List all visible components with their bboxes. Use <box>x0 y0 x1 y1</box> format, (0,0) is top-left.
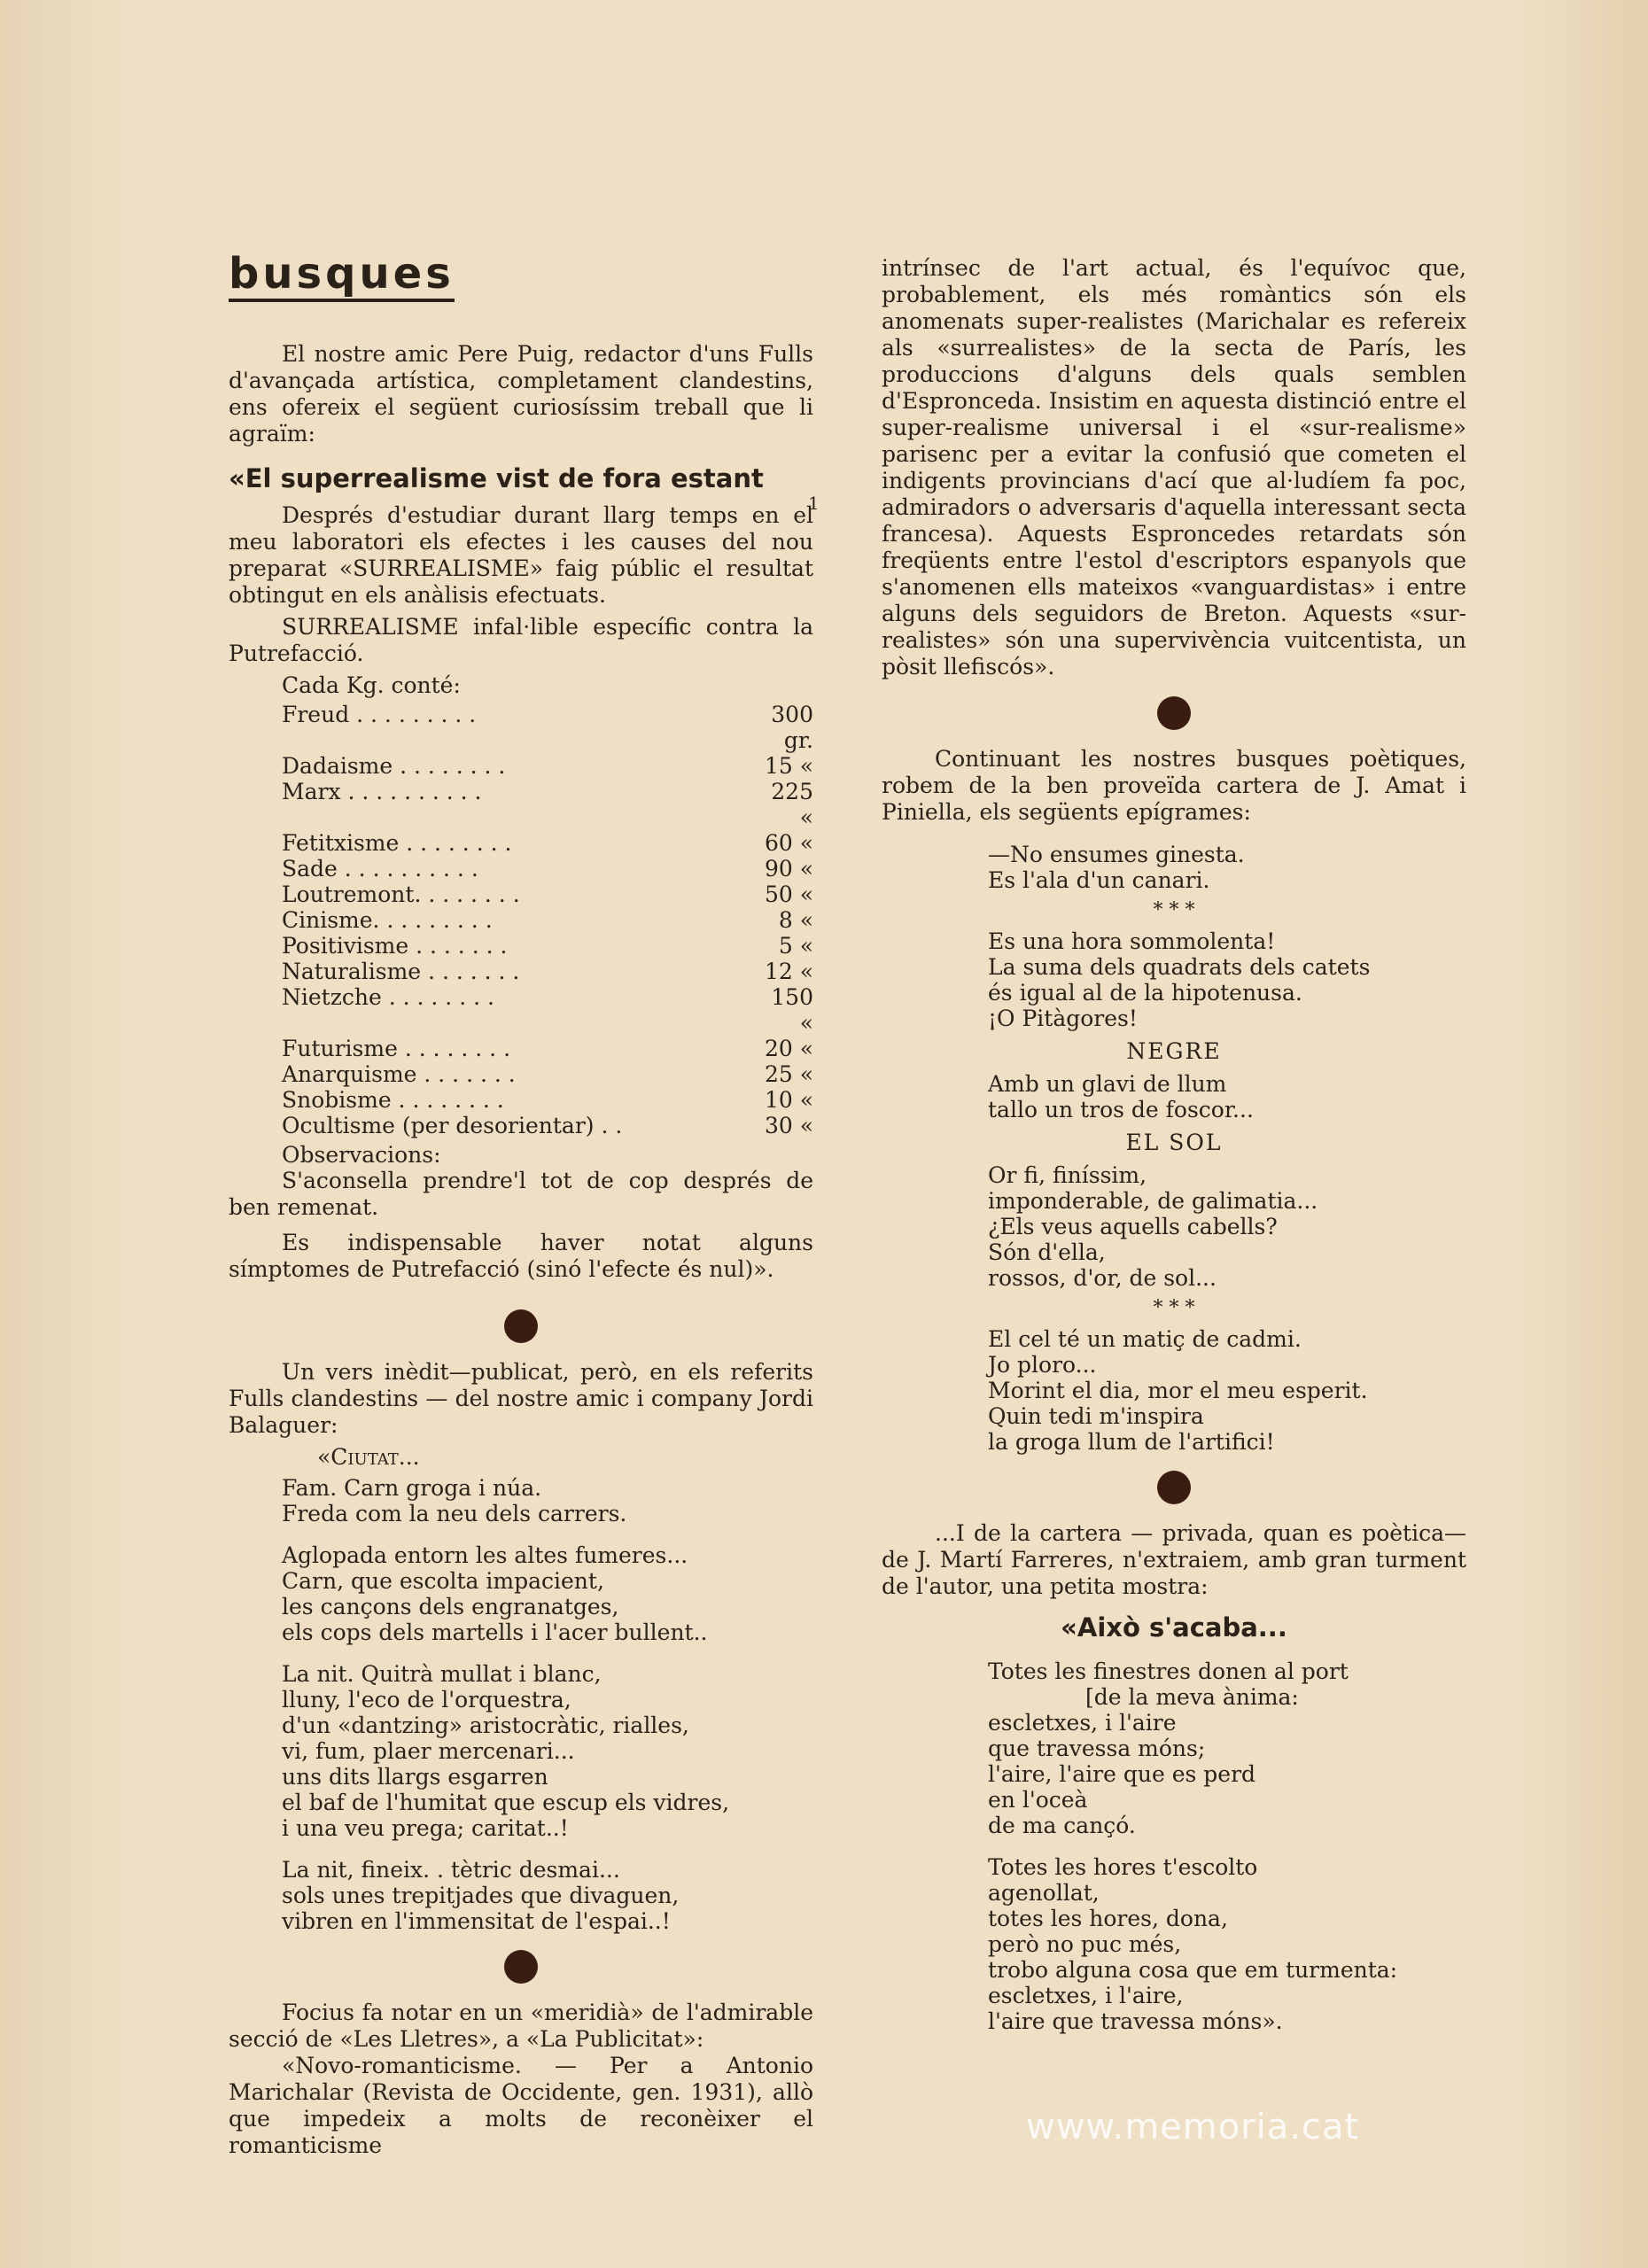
separator-dot <box>1157 696 1191 730</box>
recipe-quantity: 10 « <box>764 1087 813 1113</box>
recipe-row <box>282 1087 813 1113</box>
superrealisme-heading: «El superrealisme vist de fora estant <box>229 463 764 493</box>
acaba-title: «Això s'acaba... <box>1061 1612 1287 1643</box>
verse-line: trobo alguna cosa que em turmenta: <box>988 1957 1398 1983</box>
ciutat-poem <box>229 1475 813 1934</box>
verse-line: la groga llum de l'artifici! <box>988 1429 1275 1455</box>
verse-line: lluny, l'eco de l'orquestra, <box>282 1687 571 1713</box>
watermark: www.memoria.cat <box>1026 2107 1360 2148</box>
verse-line: les cançons dels engranatges, <box>282 1594 619 1619</box>
separator-dot <box>504 1309 538 1343</box>
verse-line: Amb un glavi de llum <box>988 1071 1227 1097</box>
verse-line: és igual al de la hipotenusa. <box>988 980 1302 1006</box>
amat-epigrams <box>882 842 1466 1455</box>
recipe-ingredient: Futurisme . . . . . . . . <box>282 1036 511 1061</box>
verse-line: Es l'ala d'un canari. <box>988 867 1210 893</box>
verse-line: en l'oceà <box>988 1787 1088 1813</box>
recipe-row <box>282 933 813 959</box>
stanza <box>882 928 1466 1031</box>
page-title: busques <box>229 252 455 302</box>
recipe-ingredient: Snobisme . . . . . . . . <box>282 1087 504 1113</box>
separator-dot <box>504 1950 538 1984</box>
verse-line: ¿Els veus aquells cabells? <box>988 1214 1278 1239</box>
stanza <box>882 1854 1466 2034</box>
recipe-ingredient: Fetitxisme . . . . . . . . <box>282 830 512 856</box>
verse-line: Carn, que escolta impacient, <box>282 1568 604 1594</box>
recipe-row <box>282 856 813 882</box>
observation-2: Es indispensable haver notat alguns símptomes de Putrefacció (sinó l'efecte és nul)». <box>229 1230 813 1282</box>
stanza <box>229 1857 813 1934</box>
recipe-intro: Cada Kg. conté: <box>282 672 461 698</box>
verse-line: l'aire que travessa móns». <box>988 2008 1283 2034</box>
recipe-quantity: 12 « <box>764 959 813 984</box>
recipe-quantity: 30 « <box>764 1113 813 1138</box>
observation-1: S'aconsella prendre'l tot de cop després de ben remenat. <box>229 1168 813 1220</box>
recipe-quantity: 8 « <box>778 907 813 933</box>
observations-label: Observacions: <box>282 1142 441 1168</box>
verse-line: Es una hora sommolenta! <box>988 928 1276 954</box>
verse-line: Totes les finestres donen al port <box>988 1658 1349 1684</box>
verse-line: tallo un tros de foscor... <box>988 1097 1254 1122</box>
verse-line: uns dits llargs esgarren <box>282 1764 548 1790</box>
verse-line: i una veu prega; caritat..! <box>282 1815 569 1841</box>
recipe-quantity: 50 « <box>764 882 813 907</box>
recipe-ingredient: Anarquisme . . . . . . . <box>282 1061 516 1087</box>
verse-line: rossos, d'or, de sol... <box>988 1265 1217 1291</box>
recipe-quantity: 90 « <box>764 856 813 882</box>
verse-line: imponderable, de galimatia... <box>988 1188 1318 1214</box>
verse-line: el baf de l'humitat que escup els vidres, <box>282 1790 730 1815</box>
verse-line: sols unes trepitjades que divaguen, <box>282 1883 680 1908</box>
left-column <box>229 249 813 2159</box>
recipe-quantity: 25 « <box>764 1061 813 1087</box>
verse-line: Aglopada entorn les altes fumeres... <box>282 1542 688 1568</box>
verse-line: escletxes, i l'aire <box>988 1710 1177 1736</box>
el-sol-title: EL SOL <box>1125 1130 1223 1155</box>
recipe-row <box>282 1113 813 1138</box>
verse-line: ¡O Pitàgores! <box>988 1006 1138 1031</box>
focius-paragraph-2: «Novo-romanticisme. — Per a Antonio Marichalar (Revista de Occidente, gen. 1931), allò que impedeix a molts de reconèixer el romanticisme <box>229 2053 813 2158</box>
verse-line: de ma cançó. <box>988 1813 1136 1838</box>
right-column <box>882 255 1466 2050</box>
continued-paragraph: intrínsec de l'art actual, és l'equívoc que, probablement, els més romàntics són els anomenats super-realistes (Marichalar es refereix als «surrealistes» de la secta de París, les produccions d'alguns dels quals semblen d'Espronceda. Insistim en aquesta distinció entre el super-realisme universal i el «sur-realisme» parisenc per a evitar la confusió que cometen el indigents provincians d'ací que al·ludíem fa poc, admiradors o adversaris d'aquella interessant secta francesa). Aquests Esproncedes retardats són freqüents entre l'estol d'escriptors espanyols que s'anomenen ells mateixos «vanguardistas» i entre alguns dels seguidors de Breton. Aquests «sur-realistes» són una supervivència vuitcentista, un pòsit llefiscós». <box>882 255 1466 680</box>
recipe-row <box>282 1036 813 1061</box>
verse-line: vibren en l'immensitat de l'espai..! <box>282 1908 671 1934</box>
asterism: * * * <box>1153 1297 1195 1319</box>
recipe-row <box>282 1061 813 1087</box>
vers-intro: Un vers inèdit—publicat, però, en els referits Fulls clandestins — del nostre amic i company Jordi Balaguer: <box>229 1359 813 1438</box>
verse-line: La suma dels quadrats dels catets <box>988 954 1371 980</box>
verse-line: d'un «dantzing» aristocràtic, rialles, <box>282 1713 689 1738</box>
verse-line: però no puc més, <box>988 1931 1182 1957</box>
recipe-quantity: 150 « <box>771 984 813 1036</box>
recipe-ingredient: Naturalisme . . . . . . . <box>282 959 520 984</box>
verse-line: que travessa móns; <box>988 1736 1206 1761</box>
verse-line: [de la meva ànima: <box>1085 1684 1299 1710</box>
recipe-row <box>282 959 813 984</box>
stanza <box>882 1658 1466 1838</box>
verse-line: El cel té un matiç de cadmi. <box>988 1326 1302 1352</box>
focius-paragraph-1: Focius fa notar en un «meridià» de l'admirable secció de «Les Lletres», a «La Publicitat»: <box>229 2000 813 2052</box>
intro-paragraph: El nostre amic Pere Puig, redactor d'uns Fulls d'avançada artística, completament clandestins, ens ofereix el següent curiosíssim treball que li agraïm: <box>229 341 813 447</box>
recipe-ingredient: Loutremont. . . . . . . . <box>282 882 520 907</box>
verse-line: La nit, fineix. . tètric desmai... <box>282 1857 620 1883</box>
recipe-quantity: 225 « <box>771 779 813 830</box>
recipe-ingredient: Cinisme. . . . . . . . . <box>282 907 493 933</box>
recipe-ingredient: Positivisme . . . . . . . <box>282 933 508 959</box>
footnote-mark: 1 <box>808 493 820 514</box>
stanza <box>882 842 1466 893</box>
recipe-quantity: 300 gr. <box>771 702 813 753</box>
recipe-row <box>282 984 813 1036</box>
recipe-quantity: 15 « <box>764 753 813 779</box>
verse-line: agenollat, <box>988 1880 1100 1906</box>
verse-line: escletxes, i l'aire, <box>988 1983 1184 2008</box>
verse-line: La nit. Quitrà mullat i blanc, <box>282 1661 602 1687</box>
recipe-ingredient: Sade . . . . . . . . . . <box>282 856 478 882</box>
recipe-row <box>282 907 813 933</box>
separator-dot <box>1157 1471 1191 1504</box>
recipe-ingredient: Ocultisme (per desorientar) . . <box>282 1113 623 1138</box>
recipe-row <box>282 830 813 856</box>
amat-intro: Continuant les nostres busques poètiques, robem de la ben proveïda cartera de J. Amat i Piniella, els següents epígrames: <box>882 746 1466 825</box>
verse-line: Jo ploro... <box>988 1352 1097 1378</box>
recipe-ingredient: Dadaisme . . . . . . . . <box>282 753 506 779</box>
verse-line: vi, fum, plaer mercenari... <box>282 1738 575 1764</box>
recipe-quantity: 5 « <box>778 933 813 959</box>
negre-title: NEGRE <box>1126 1038 1222 1064</box>
ciutat-title: «Ciutat... <box>317 1444 420 1470</box>
recipe-ingredient: Nietzche . . . . . . . . <box>282 984 494 1010</box>
verse-line: —No ensumes ginesta. <box>988 842 1245 867</box>
marti-intro: ...I de la cartera — privada, quan es poètica— de J. Martí Farreres, n'extraiem, amb gran turment de l'autor, una petita mostra: <box>882 1520 1466 1599</box>
recipe-quantity: 20 « <box>764 1036 813 1061</box>
asterism: * * * <box>1153 899 1195 921</box>
recipe-list <box>282 672 813 1168</box>
verse-line: Són d'ella, <box>988 1239 1106 1265</box>
recipe-row <box>282 882 813 907</box>
verse-line: totes les hores, dona, <box>988 1906 1228 1931</box>
acaba-poem <box>882 1658 1466 2034</box>
stanza <box>882 1071 1466 1122</box>
stanza <box>882 1326 1466 1455</box>
recipe-quantity: 60 « <box>764 830 813 856</box>
recipe-row <box>282 779 813 830</box>
paragraph-1: Després d'estudiar durant llarg temps en el meu laboratori els efectes i les causes del nou preparat «SURREALISME» faig públic el resultat obtingut en els anàlisis efectuats. <box>229 502 813 608</box>
verse-line: Quin tedi m'inspira <box>988 1403 1204 1429</box>
verse-line: Morint el dia, mor el meu esperit. <box>988 1378 1368 1403</box>
stanza <box>229 1542 813 1645</box>
stanza <box>229 1475 813 1526</box>
recipe-row <box>282 753 813 779</box>
verse-line: Freda com la neu dels carrers. <box>282 1501 627 1526</box>
verse-line: Or fi, finíssim, <box>988 1162 1147 1188</box>
verse-line: els cops dels martells i l'acer bullent.. <box>282 1619 708 1645</box>
stanza <box>229 1661 813 1841</box>
verse-line: Fam. Carn groga i núa. <box>282 1475 542 1501</box>
verse-line: l'aire, l'aire que es perd <box>988 1761 1256 1787</box>
recipe-ingredient: Marx . . . . . . . . . . <box>282 779 482 804</box>
paragraph-2: SURREALISME infal·lible específic contra la Putrefacció. <box>229 614 813 666</box>
recipe-row <box>282 702 813 753</box>
verse-line: Totes les hores t'escolto <box>988 1854 1258 1880</box>
recipe-ingredient: Freud . . . . . . . . . <box>282 702 477 727</box>
stanza <box>882 1162 1466 1291</box>
